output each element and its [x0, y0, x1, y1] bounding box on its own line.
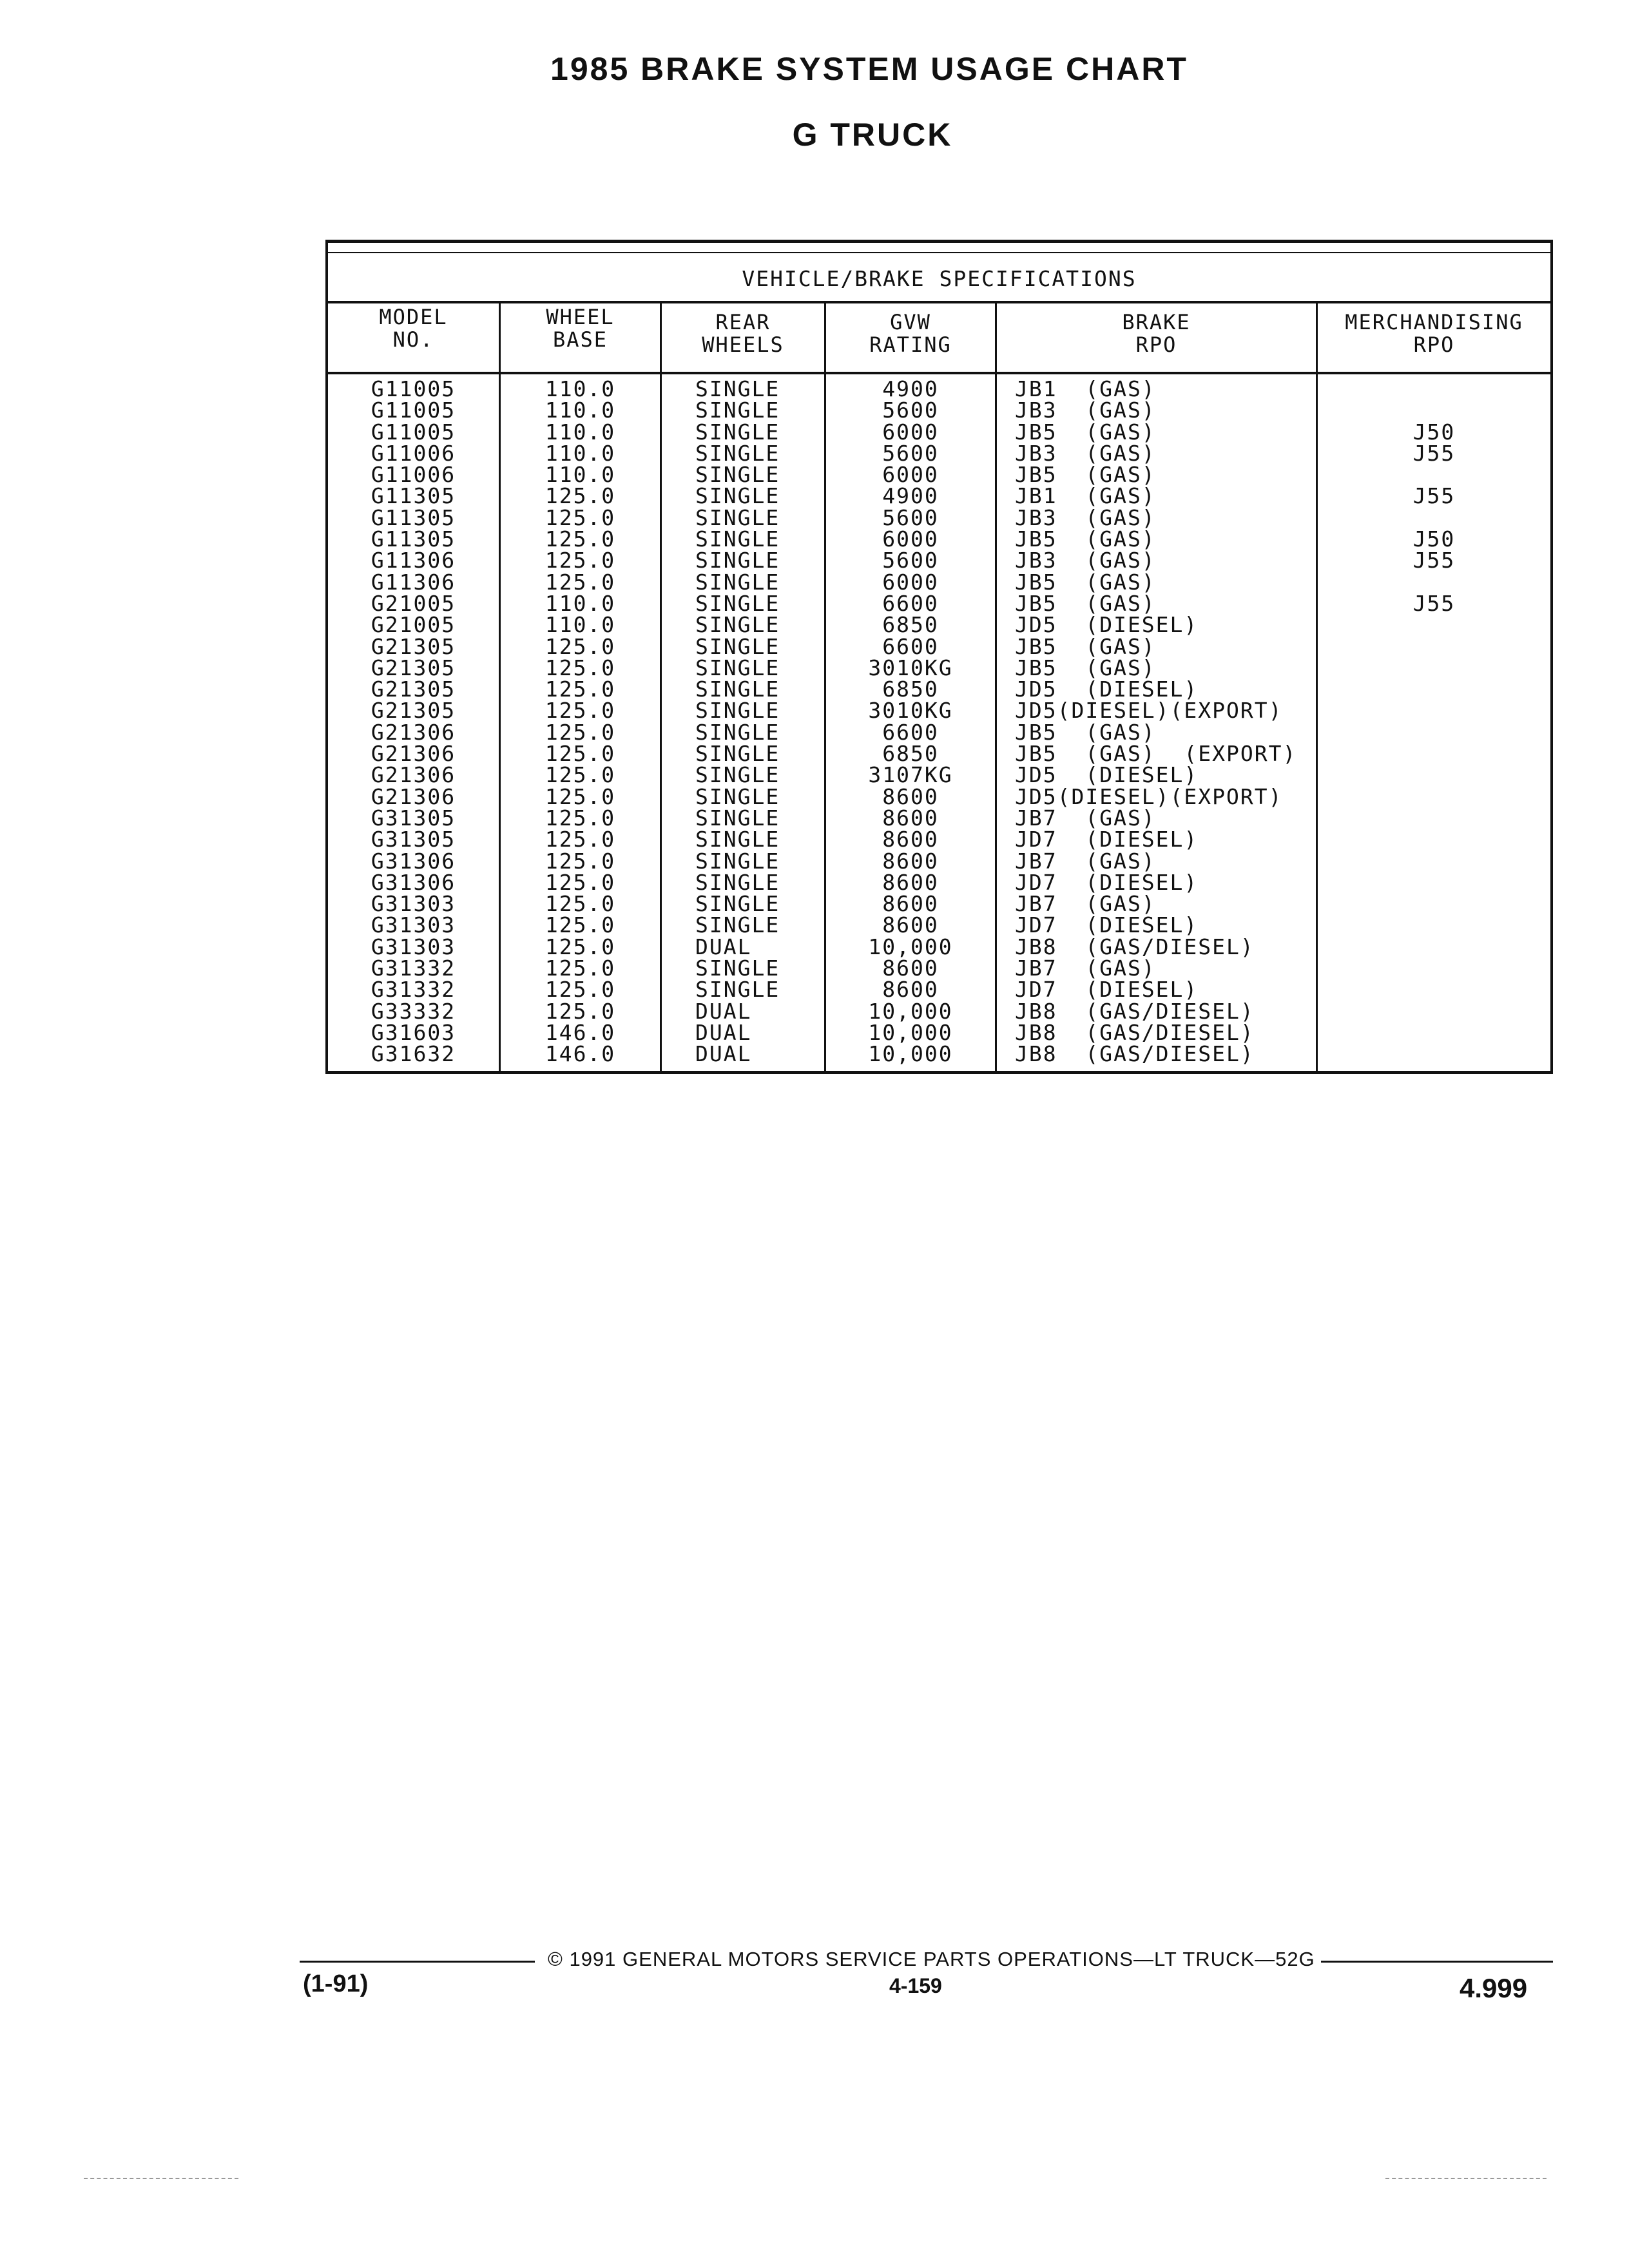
table-cell: 125.0	[545, 934, 616, 959]
header-line: BRAKE	[1122, 310, 1191, 334]
column-wheel-base	[501, 301, 662, 1071]
table-cell: 125.0	[545, 633, 616, 659]
column-gvw-rating	[826, 301, 997, 1071]
merchandising-column-cells	[1318, 378, 1550, 614]
table-cell: 110.0	[545, 419, 616, 445]
table-cell: G11006	[371, 462, 456, 488]
table-cell: SINGLE	[695, 655, 780, 680]
column-brake-rpo	[997, 301, 1318, 1071]
column-model-no	[328, 301, 501, 1071]
table-cell: G11005	[371, 376, 456, 401]
merch-cell	[1318, 399, 1550, 421]
table-cell: JB8 (GAS/DIESEL)	[1015, 934, 1255, 959]
table-cell: G11305	[371, 483, 456, 509]
table-cell: 125.0	[545, 526, 616, 552]
header-line: RPO	[1135, 332, 1177, 357]
table-cell: 6600	[882, 719, 939, 745]
table-cell: G33332	[371, 998, 456, 1024]
table-cell: 125.0	[545, 548, 616, 573]
table-cell: JB5 (GAS)	[1015, 419, 1156, 445]
table-cell: SINGLE	[695, 398, 780, 423]
table-cell: 146.0	[545, 1041, 616, 1067]
table-cell: 125.0	[545, 655, 616, 680]
merch-cell: J55	[1412, 548, 1456, 573]
table-cell: JB7 (GAS)	[1015, 956, 1156, 981]
table-cell: G11306	[371, 569, 456, 595]
table-cell: JB8 (GAS/DIESEL)	[1015, 1041, 1255, 1067]
table-cell: SINGLE	[695, 827, 780, 852]
table-cell: 3010KG	[868, 655, 953, 680]
table-cell: 110.0	[545, 462, 616, 488]
table-cell: 125.0	[545, 762, 616, 788]
table-cell: SINGLE	[695, 505, 780, 530]
merch-cell	[1318, 378, 1550, 399]
table-cell: JB5 (GAS)	[1015, 719, 1156, 745]
table-cell: 125.0	[545, 783, 616, 809]
document-number: 4.999	[1460, 1973, 1528, 2003]
table-cell: 3107KG	[868, 762, 953, 788]
table-cell: SINGLE	[695, 633, 780, 659]
table-cell: SINGLE	[695, 612, 780, 638]
table-cell: 8600	[882, 848, 939, 874]
table-cell: 125.0	[545, 977, 616, 1003]
table-cell: SINGLE	[695, 956, 780, 981]
table-cell: G21306	[371, 762, 456, 788]
table-cell: SINGLE	[695, 483, 780, 509]
header-line: GVW	[890, 310, 931, 334]
header-wheel-base	[501, 306, 660, 370]
scan-artifact-right	[1385, 2178, 1547, 2179]
table-cell: JB5 (GAS)	[1015, 526, 1156, 552]
table-cell: 6850	[882, 677, 939, 702]
table-cell: 4900	[882, 376, 939, 401]
table-cell: 8600	[882, 805, 939, 831]
table-cell: G11305	[371, 526, 456, 552]
header-line: MODEL	[379, 305, 448, 329]
header-line: WHEEL	[546, 305, 615, 329]
table-cell: SINGLE	[695, 912, 780, 938]
table-cell: G21305	[371, 655, 456, 680]
table-cell: SINGLE	[695, 719, 780, 745]
table-cell: JB5 (GAS) (EXPORT)	[1015, 741, 1297, 767]
table-cell: SINGLE	[695, 762, 780, 788]
table-cell: SINGLE	[695, 419, 780, 445]
copyright-notice: © 1991 GENERAL MOTORS SERVICE PARTS OPERATIONS—LT TRUCK—52G	[548, 1948, 1315, 1970]
table-cell: 10,000	[868, 934, 953, 959]
table-cell: 6850	[882, 612, 939, 638]
table-cell: 125.0	[545, 805, 616, 831]
merch-cell	[1318, 507, 1550, 528]
brake-column-cells	[997, 378, 1316, 1065]
table-cell: SINGLE	[695, 526, 780, 552]
table-cell: SINGLE	[695, 891, 780, 917]
table-cell: 6600	[882, 633, 939, 659]
table-cell: JB3 (GAS)	[1015, 505, 1156, 530]
table-cell: 125.0	[545, 741, 616, 767]
table-cell: 146.0	[545, 1019, 616, 1045]
table-cell: 10,000	[868, 1041, 953, 1067]
table-cell: G31305	[371, 827, 456, 852]
header-line: BASE	[552, 327, 608, 352]
table-cell: G31303	[371, 912, 456, 938]
table-cell: JD5(DIESEL)(EXPORT)	[1015, 698, 1283, 724]
table-cell: G21305	[371, 677, 456, 702]
header-line: NO.	[392, 327, 434, 352]
revision-date: (1-91)	[303, 1970, 369, 1997]
rear-wheels-column-cells	[662, 378, 824, 1065]
table-cell: G11306	[371, 548, 456, 573]
table-cell: 6000	[882, 569, 939, 595]
table-cell: 125.0	[545, 956, 616, 981]
table-cell: G21005	[371, 612, 456, 638]
merch-cell: J50	[1412, 526, 1456, 552]
table-cell: G31303	[371, 891, 456, 917]
header-line: REAR	[715, 310, 771, 334]
table-cell: 110.0	[545, 376, 616, 401]
table-cell: JD7 (DIESEL)	[1015, 827, 1199, 852]
page-subtitle: G TRUCK	[792, 117, 953, 153]
table-cell: G21306	[371, 741, 456, 767]
table-cell: JB7 (GAS)	[1015, 891, 1156, 917]
merch-cell	[1318, 464, 1550, 485]
merch-cell	[1318, 572, 1550, 593]
merch-cell: J55	[1412, 590, 1456, 616]
header-rear-wheels	[662, 311, 824, 376]
footer-rule-left	[300, 1961, 535, 1963]
table-cell: JB8 (GAS/DIESEL)	[1015, 998, 1255, 1024]
table-cell: 6000	[882, 419, 939, 445]
table-cell: 5600	[882, 440, 939, 466]
table-cell: JB8 (GAS/DIESEL)	[1015, 1019, 1255, 1045]
model-column-cells	[328, 378, 499, 1065]
header-line: RATING	[869, 332, 952, 357]
table-cell: SINGLE	[695, 848, 780, 874]
table-cell: DUAL	[695, 934, 752, 959]
table-cell: 6850	[882, 741, 939, 767]
header-brake-rpo	[997, 311, 1316, 376]
table-cell: JB5 (GAS)	[1015, 590, 1156, 616]
table-cell: G31305	[371, 805, 456, 831]
table-cell: JD5 (DIESEL)	[1015, 612, 1199, 638]
column-merchandising-rpo	[1318, 301, 1550, 1071]
table-cell: SINGLE	[695, 869, 780, 895]
table-cell: 10,000	[868, 1019, 953, 1045]
table-cell: G11005	[371, 419, 456, 445]
table-cell: 125.0	[545, 569, 616, 595]
table-cell: JB3 (GAS)	[1015, 548, 1156, 573]
table-cell: G11006	[371, 440, 456, 466]
table-cell: 8600	[882, 956, 939, 981]
table-cell: JD5 (DIESEL)	[1015, 762, 1199, 788]
footer-rule-right	[1321, 1961, 1553, 1963]
table-cell: G31632	[371, 1041, 456, 1067]
table-cell: 6000	[882, 462, 939, 488]
table-cell: JB5 (GAS)	[1015, 655, 1156, 680]
table-cell: SINGLE	[695, 698, 780, 724]
table-cell: G21305	[371, 698, 456, 724]
table-cell: G31303	[371, 934, 456, 959]
table-cell: G31332	[371, 977, 456, 1003]
page-number: 4-159	[889, 1974, 942, 1997]
table-cell: 6000	[882, 526, 939, 552]
table-cell: 5600	[882, 398, 939, 423]
brake-spec-table	[325, 240, 1553, 1074]
table-top-rule	[328, 252, 1550, 253]
table-cell: G21306	[371, 783, 456, 809]
table-cell: 3010KG	[868, 698, 953, 724]
table-cell: SINGLE	[695, 977, 780, 1003]
header-merchandising-rpo	[1318, 311, 1550, 376]
table-cell: SINGLE	[695, 783, 780, 809]
table-cell: 110.0	[545, 440, 616, 466]
merch-cell: J50	[1412, 419, 1456, 445]
table-cell: DUAL	[695, 998, 752, 1024]
table-cell: 125.0	[545, 912, 616, 938]
table-cell: 110.0	[545, 398, 616, 423]
table-cell: 125.0	[545, 998, 616, 1024]
table-cell: 125.0	[545, 483, 616, 509]
table-cell: 6600	[882, 590, 939, 616]
table-cell: 8600	[882, 783, 939, 809]
table-cell: JB1 (GAS)	[1015, 483, 1156, 509]
table-cell: G21005	[371, 590, 456, 616]
table-cell: JB3 (GAS)	[1015, 440, 1156, 466]
table-cell: JD7 (DIESEL)	[1015, 912, 1199, 938]
header-line: WHEELS	[702, 332, 784, 357]
table-cell: SINGLE	[695, 462, 780, 488]
table-cell: SINGLE	[695, 677, 780, 702]
table-cell: 5600	[882, 548, 939, 573]
table-cell: 125.0	[545, 698, 616, 724]
table-cell: 110.0	[545, 612, 616, 638]
table-cell: 5600	[882, 505, 939, 530]
table-cell: 10,000	[868, 998, 953, 1024]
table-cell: G21306	[371, 719, 456, 745]
merch-cell: J55	[1412, 440, 1456, 466]
table-cell: DUAL	[695, 1041, 752, 1067]
table-cell: 125.0	[545, 505, 616, 530]
table-cell: 4900	[882, 483, 939, 509]
table-cell: JB7 (GAS)	[1015, 848, 1156, 874]
merch-cell: J55	[1412, 483, 1456, 509]
table-cell: G11305	[371, 505, 456, 530]
table-cell: JB3 (GAS)	[1015, 398, 1156, 423]
scan-artifact-left	[84, 2178, 238, 2179]
table-cell: JD5(DIESEL)(EXPORT)	[1015, 783, 1283, 809]
header-gvw-rating	[826, 311, 995, 376]
table-cell: 125.0	[545, 869, 616, 895]
table-cell: SINGLE	[695, 741, 780, 767]
table-cell: G11005	[371, 398, 456, 423]
table-cell: SINGLE	[695, 569, 780, 595]
table-cell: SINGLE	[695, 590, 780, 616]
column-rear-wheels	[662, 301, 826, 1071]
gvw-column-cells	[826, 378, 995, 1065]
table-cell: SINGLE	[695, 548, 780, 573]
table-cell: 125.0	[545, 677, 616, 702]
table-cell: SINGLE	[695, 376, 780, 401]
table-cell: DUAL	[695, 1019, 752, 1045]
table-cell: SINGLE	[695, 805, 780, 831]
table-cell: JB5 (GAS)	[1015, 633, 1156, 659]
wheelbase-column-cells	[501, 378, 660, 1065]
table-cell: 8600	[882, 869, 939, 895]
table-cell: G31332	[371, 956, 456, 981]
table-cell: JD7 (DIESEL)	[1015, 977, 1199, 1003]
table-cell: JD7 (DIESEL)	[1015, 869, 1199, 895]
table-cell: 8600	[882, 891, 939, 917]
table-cell: G31603	[371, 1019, 456, 1045]
table-cell: 125.0	[545, 848, 616, 874]
table-cell: 8600	[882, 977, 939, 1003]
table-cell: JB1 (GAS)	[1015, 376, 1156, 401]
header-line: RPO	[1413, 332, 1455, 357]
header-line: MERCHANDISING	[1345, 310, 1523, 334]
table-cell: G21305	[371, 633, 456, 659]
header-model-no	[328, 306, 499, 370]
table-cell: 8600	[882, 912, 939, 938]
table-cell: JD5 (DIESEL)	[1015, 677, 1199, 702]
table-cell: 110.0	[545, 590, 616, 616]
table-cell: SINGLE	[695, 440, 780, 466]
table-cell: 125.0	[545, 891, 616, 917]
table-caption: VEHICLE/BRAKE SPECIFICATIONS	[742, 266, 1137, 291]
table-cell: JB5 (GAS)	[1015, 569, 1156, 595]
table-cell: JB5 (GAS)	[1015, 462, 1156, 488]
page-title: 1985 BRAKE SYSTEM USAGE CHART	[550, 51, 1188, 87]
table-cell: 125.0	[545, 719, 616, 745]
table-cell: G31306	[371, 848, 456, 874]
table-cell: G31306	[371, 869, 456, 895]
table-cell: JB7 (GAS)	[1015, 805, 1156, 831]
table-cell: 8600	[882, 827, 939, 852]
table-cell: 125.0	[545, 827, 616, 852]
